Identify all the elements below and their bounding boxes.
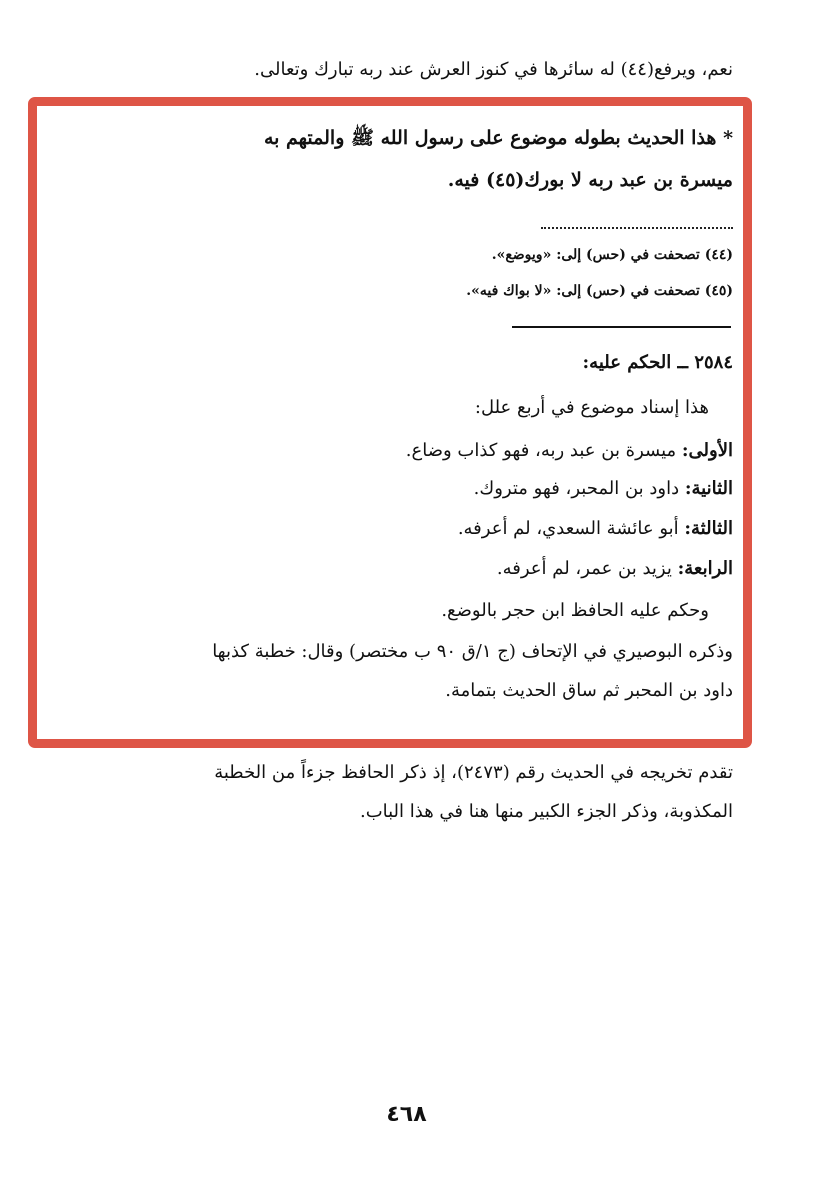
- hadith-line-2: ميسرة بن عبد ربه لا بورك(٤٥) فيه.: [447, 169, 733, 191]
- reason-3: [458, 518, 733, 539]
- page-number: ٤٦٨: [386, 1102, 427, 1127]
- section-heading: ٢٥٨٤ ــ الحكم عليه:: [582, 352, 733, 373]
- reason-text: يزيد بن عمر، لم أعرفه.: [496, 558, 672, 579]
- hadith-line-1: * هذا الحديث بطوله موضوع على رسول الله ﷺ والمتهم به: [263, 127, 733, 149]
- top-text-line: نعم، ويرفع(٤٤) له سائرها في كنوز العرش عند ربه تبارك وتعالى.: [254, 59, 733, 80]
- reason-label: الرابعة:: [677, 558, 733, 579]
- intro-line: هذا إسناد موضوع في أربع علل:: [474, 397, 709, 418]
- footnote-44: (٤٤) تصحفت في (حس) إلى: «ويوضع».: [491, 247, 733, 263]
- reason-label: الأولى:: [681, 440, 733, 461]
- reason-2: [474, 478, 733, 499]
- busiri-line-2: داود بن المحبر ثم ساق الحديث بتمامة.: [445, 680, 733, 701]
- reason-text: داود بن المحبر، فهو متروك.: [473, 478, 680, 499]
- reason-label: الثالثة:: [684, 518, 733, 539]
- after-box-line-2: المكذوبة، وذكر الجزء الكبير منها هنا في هذا الباب.: [359, 801, 733, 822]
- reason-1: [406, 440, 733, 461]
- section-separator: [512, 326, 731, 328]
- verdict-line: وحكم عليه الحافظ ابن حجر بالوضع.: [441, 600, 709, 621]
- reason-4: [497, 558, 733, 579]
- reason-text: ميسرة بن عبد ربه، فهو كذاب وضاع.: [405, 440, 677, 461]
- footnote-separator: [541, 227, 733, 229]
- reason-text: أبو عائشة السعدي، لم أعرفه.: [457, 518, 679, 539]
- footnote-45: (٤٥) تصحفت في (حس) إلى: «لا بواك فيه».: [466, 283, 733, 299]
- reason-label: الثانية:: [684, 478, 733, 499]
- busiri-line-1: وذكره البوصيري في الإتحاف (ج ١/ق ٩٠ ب مختصر) وقال: خطبة كذبها: [212, 641, 733, 662]
- after-box-line-1: تقدم تخريجه في الحديث رقم (٢٤٧٣)، إذ ذكر الحافظ جزءاً من الخطبة: [214, 762, 733, 783]
